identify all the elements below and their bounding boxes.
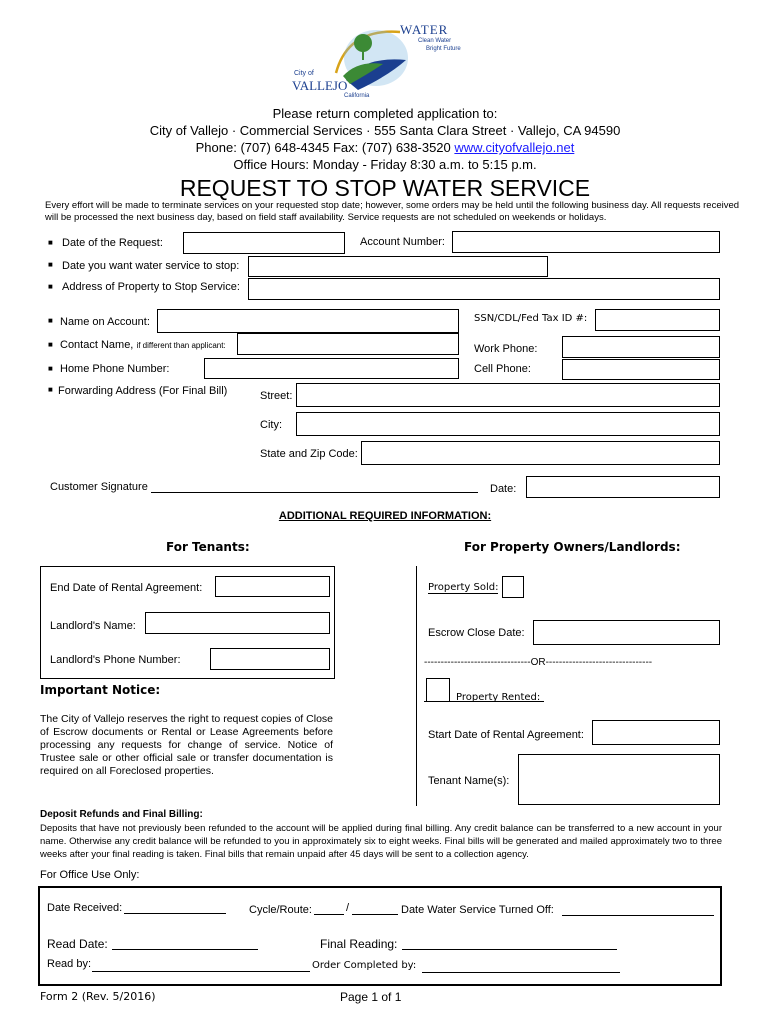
contact-name-note: if different than applicant: [136,341,226,350]
landlord-name-label: Landlord's Name: [50,620,136,632]
cycle-line[interactable] [314,902,344,915]
bullet-icon: ■ [48,385,53,394]
work-phone-label: Work Phone: [474,343,538,355]
bullet-icon: ■ [48,364,53,373]
contact-name-label [60,339,226,351]
account-number-label: Account Number: [360,236,445,248]
work-phone-field[interactable] [562,336,720,358]
bullet-icon: ■ [48,316,53,325]
landlord-name-field[interactable] [145,612,330,634]
cycle-route-label: Cycle/Route: [249,904,312,916]
read-date-line[interactable] [112,937,258,950]
escrow-close-label: Escrow Close Date: [428,627,525,639]
read-by-label: Read by: [47,958,92,970]
bullet-icon: ■ [48,340,53,349]
logo-sub2: Bright Future [426,46,461,52]
city-logo [288,18,468,108]
notice-box [38,712,335,798]
date-stop-field[interactable] [248,256,548,277]
tenant-names-field[interactable] [518,754,720,805]
bullet-icon: ■ [48,260,53,269]
date-turned-off-line[interactable] [562,903,714,916]
state-zip-field[interactable] [361,441,720,465]
cell-phone-field[interactable] [562,359,720,380]
page-title: REQUEST TO STOP WATER SERVICE [179,175,591,201]
page-number: Page 1 of 1 [340,990,402,1004]
logo-city-name: VALLEJO [292,78,348,93]
tenant-names-label: Tenant Name(s): [428,775,510,787]
date-received-label: Date Received: [47,902,123,914]
read-date-label: Read Date: [47,937,108,951]
contact-name-field[interactable] [237,333,459,355]
logo-sub1: Clean Water [418,38,452,44]
city-field[interactable] [296,412,720,436]
street-field[interactable] [296,383,720,407]
end-date-label: End Date of Rental Agreement: [50,582,203,594]
final-reading-label: Final Reading: [320,937,398,951]
order-completed-line[interactable] [422,960,620,973]
ssn-label: SSN/CDL/Fed Tax ID #: [474,313,588,324]
home-phone-label: Home Phone Number: [60,363,170,375]
date-stop-label: Date you want water service to stop: [62,260,240,272]
read-by-line[interactable] [92,959,310,972]
order-completed-label: Order Completed by: [312,960,417,971]
address-field[interactable] [248,278,720,300]
contact-name-text: Contact Name, [60,339,134,351]
logo-city-prefix: City of [294,70,314,77]
owners-heading: For Property Owners/Landlords: [464,540,681,554]
signature-line[interactable] [151,480,478,493]
date-request-field[interactable] [183,232,345,254]
intro-text: Every effort will be made to terminate services on your requested stop date; however, some orders may be held until the following business day. All requests received will be processed the next business day, based on field staff availability. Service requests are not scheduled on weekends or holidays. [45,200,740,223]
escrow-close-field[interactable] [533,620,720,645]
date-received-line[interactable] [124,901,226,914]
landlord-phone-field[interactable] [210,648,330,670]
forwarding-label: Forwarding Address (For Final Bill) [58,385,228,397]
final-reading-line[interactable] [402,937,617,950]
route-line[interactable] [352,902,398,915]
deposit-body: Deposits that have not previously been refunded to the account will be applied during final billing. Any credit balance can be transferred to a new account in your name. Otherwise any credit balance will be refunded to you in approximately six to eight weeks. Final bills will be generated and mailed approximately two to three weeks after your final reading is taken. Final bills that remain unpaid after 45 days will be sent to a collection agency. [40,823,722,860]
header-line4: Office Hours: Monday - Friday 8:30 a.m. to 5:15 p.m. [233,157,537,172]
street-label: Street: [260,390,293,402]
cycle-slash: / [346,902,350,914]
or-divider: --------------------------------OR-------------------------------- [424,657,653,668]
notice-heading: Important Notice: [40,683,161,697]
end-date-field[interactable] [215,576,330,597]
property-sold-checkbox[interactable] [502,576,524,598]
logo-water-text: WATER [400,22,449,37]
start-date-field[interactable] [592,720,720,745]
property-rented-checkbox[interactable] [426,678,450,702]
name-on-account-field[interactable] [157,309,459,333]
header-line1: Please return completed application to: [272,106,498,121]
deposit-heading: Deposit Refunds and Final Billing: [40,809,203,820]
state-zip-label: State and Zip Code: [260,448,358,460]
bullet-icon: ■ [48,282,53,291]
date-turned-off-label: Date Water Service Turned Off: [401,904,554,916]
address-label: Address of Property to Stop Service: [62,281,240,293]
home-phone-field[interactable] [204,358,459,379]
header-line2: City of Vallejo · Commercial Services · 555 Santa Clara Street · Vallejo, CA 94590 [149,123,621,138]
header-phone: Phone: (707) 648-4345 Fax: (707) 638-3520 [195,140,451,155]
office-heading: For Office Use Only: [40,869,140,881]
form-number: Form 2 (Rev. 5/2016) [40,990,156,1003]
tenants-heading: For Tenants: [166,540,250,554]
date-request-label: Date of the Request: [62,237,163,249]
ssn-field[interactable] [595,309,720,331]
date-label: Date: [490,483,517,495]
notice-body: The City of Vallejo reserves the right to request copies of Close of Escrow documents or Rental or Lease Agreements before processing any requests for change of service. Notice of Trustee sale or other official sale or transfer documentation is required on all Foreclosed properties. [40,713,333,777]
logo-state: California [344,93,370,99]
date-field[interactable] [526,476,720,498]
property-sold-label: Property Sold: [428,582,499,593]
start-date-label: Start Date of Rental Agreement: [428,729,584,741]
property-rented-label: Property Rented: [456,692,541,703]
city-label: City: [260,419,282,431]
bullet-icon: ■ [48,238,53,247]
landlord-phone-label: Landlord's Phone Number: [50,654,181,666]
header-website-link[interactable]: www.cityofvallejo.net [454,140,575,155]
name-on-account-label: Name on Account: [60,316,150,328]
cell-phone-label: Cell Phone: [474,363,531,375]
signature-label: Customer Signature [50,481,148,493]
account-number-field[interactable] [452,231,720,253]
additional-heading: ADDITIONAL REQUIRED INFORMATION: [278,510,492,522]
header-line3 [0,140,770,155]
